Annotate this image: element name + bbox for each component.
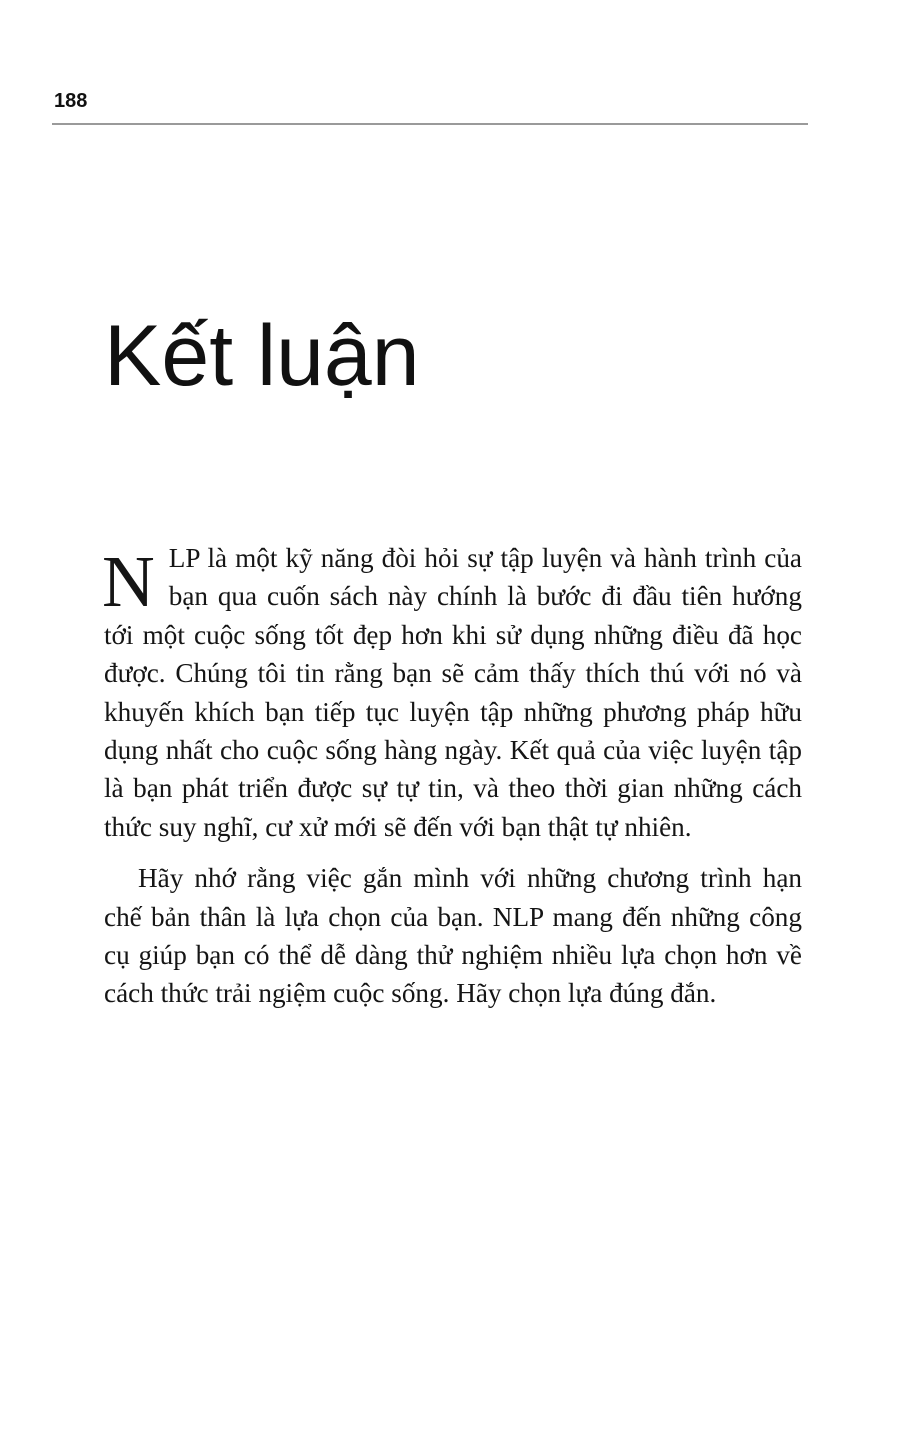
header-divider [52, 123, 808, 125]
chapter-body [104, 539, 802, 1013]
chapter-title: Kết luận [104, 308, 420, 404]
page-number: 188 [54, 90, 88, 112]
paragraph-drop-cap: NLP là một kỹ năng đòi hỏi sự tập luyện và hành trình của bạn qua cuốn sách này chính là bước đi đầu tiên hướng tới một cuộc sống tốt đẹp hơn khi sử dụng những điều đã học được. Chúng tôi tin rằng bạn sẽ cảm thấy thích thú với nó và khuyến khích bạn tiếp tục luyện tập những phương pháp hữu dụng nhất cho cuộc sống hàng ngày. Kết quả của việc luyện tập là bạn phát triển được sự tự tin, và theo thời gian những cách thức suy nghĩ, cư xử mới sẽ đến với bạn thật tự nhiên. [102, 541, 802, 842]
paragraph: Hãy nhớ rằng việc gắn mình với những chương trình hạn chế bản thân là lựa chọn của bạn. NLP mang đến những công cụ giúp bạn có thể dễ dàng thử nghiệm nhiều lựa chọn hơn về cách thức trải ngiệm cuộc sống. Hãy chọn lựa đúng đắn. [104, 863, 802, 1009]
